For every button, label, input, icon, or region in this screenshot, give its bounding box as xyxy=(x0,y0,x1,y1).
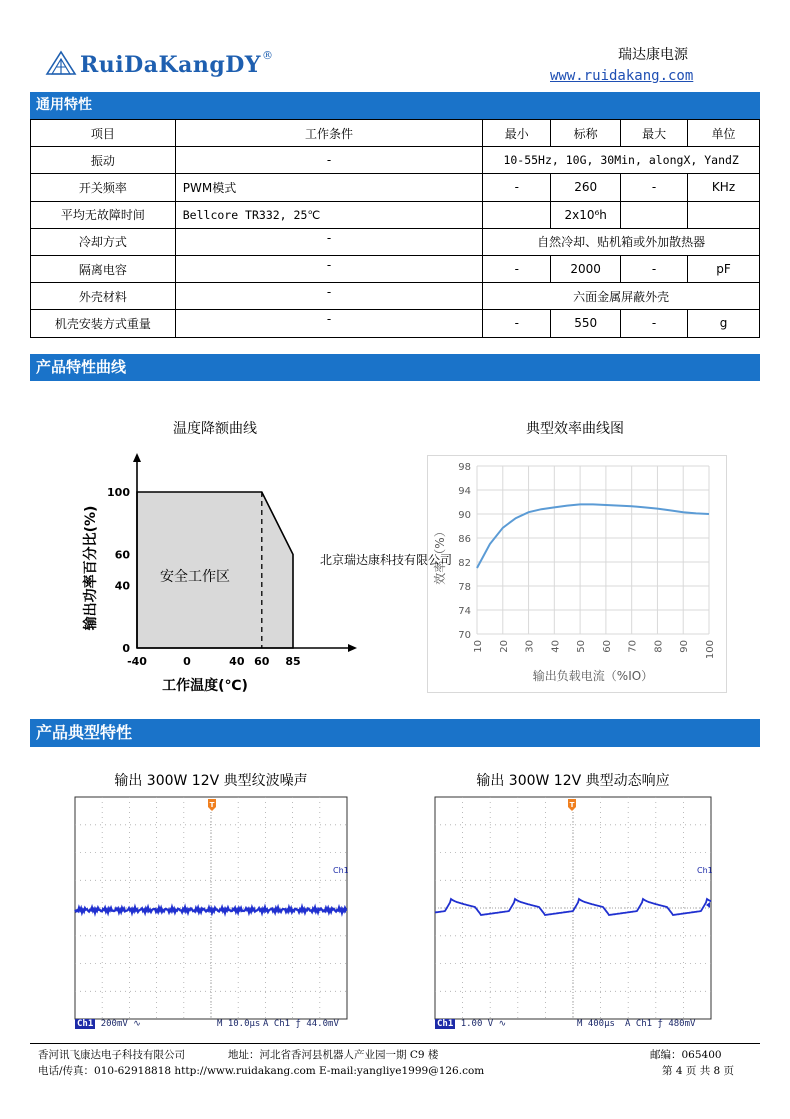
ripple-scope xyxy=(75,797,347,1031)
x-tick-label: 40 xyxy=(229,655,245,668)
table-row xyxy=(31,201,760,228)
x-tick-label: 90 xyxy=(679,640,691,653)
section-bar-typical xyxy=(30,719,760,747)
company-logo xyxy=(46,48,273,78)
ripple-waveform xyxy=(75,797,347,1019)
x-tick-label: 80 xyxy=(653,640,665,653)
cell-value: 六面金属屏蔽外壳 xyxy=(483,283,760,310)
ripple-trigger: A Ch1 ƒ 44.0mV xyxy=(263,1019,339,1029)
cell-item: 隔离电容 xyxy=(31,255,176,282)
mountain-logo-icon xyxy=(46,48,76,78)
cell-min: - xyxy=(483,174,551,201)
y-tick-label: 70 xyxy=(458,630,471,641)
cell-nominal: 550 xyxy=(551,310,621,337)
cell-value: 自然冷却、贴机箱或外加散热器 xyxy=(483,228,760,255)
x-tick-label: 30 xyxy=(524,640,536,653)
footer-divider xyxy=(30,1043,760,1044)
y-tick-label: 98 xyxy=(458,462,471,473)
channel-marker: Ch1 xyxy=(697,866,713,875)
x-tick-label: 100 xyxy=(705,640,716,660)
footer-address: 地址：河北省香河县机器人产业园一期 C9 楼 xyxy=(228,1049,439,1061)
x-tick-label: 60 xyxy=(254,655,270,668)
y-tick-label: 90 xyxy=(458,510,471,521)
y-axis-label: 输出功率百分比(%) xyxy=(83,505,99,631)
efficiency-chart xyxy=(427,455,727,693)
cell-max: - xyxy=(621,174,688,201)
header-cell-min: 最小 xyxy=(483,120,551,147)
table-row xyxy=(31,174,760,201)
section-title-general: 通用特性 xyxy=(36,97,92,113)
x-tick-label: 0 xyxy=(183,655,191,668)
cell-unit: pF xyxy=(688,255,760,282)
region-label: 安全工作区 xyxy=(160,569,230,585)
registered-mark: ® xyxy=(262,49,274,62)
header-cell-item: 项目 xyxy=(31,120,176,147)
header-cell-max: 最大 xyxy=(621,120,688,147)
y-tick-label: 82 xyxy=(458,558,471,569)
cell-item: 振动 xyxy=(31,147,176,174)
cell-nominal: 2x10⁶h xyxy=(551,201,621,228)
dynamic-volts-div: 1.00 V ∿ xyxy=(460,1019,507,1029)
header-cell-unit: 单位 xyxy=(688,120,760,147)
section-bar-curves xyxy=(30,354,760,381)
dynamic-title: 输出 300W 12V 典型动态响应 xyxy=(476,773,670,789)
ripple-channel-tag: Ch1 xyxy=(77,1019,94,1029)
cell-unit: g xyxy=(688,310,760,337)
trigger-marker-label: T xyxy=(569,801,575,809)
cell-item: 平均无故障时间 xyxy=(31,201,176,228)
cell-value: 10-55Hz, 10G, 30Min, alongX, YandZ xyxy=(483,147,760,174)
cell-max xyxy=(621,201,688,228)
cell-unit xyxy=(688,201,760,228)
header-cell-nominal: 标称 xyxy=(551,120,621,147)
footer-contact: 电话/传真：010-62918818 http://www.ruidakang.com E-mail:yangliye1999@126.com xyxy=(38,1065,485,1077)
y-tick-label: 100 xyxy=(107,486,130,499)
brand-name: 瑞达康电源 xyxy=(618,47,688,63)
table-header-row xyxy=(31,120,760,147)
section-title-curves: 产品特性曲线 xyxy=(36,358,127,376)
x-tick-label: 70 xyxy=(627,640,639,653)
website-link[interactable]: www.ruidakang.com xyxy=(550,68,694,84)
spec-table xyxy=(30,119,760,338)
cell-item: 外壳材料 xyxy=(31,283,176,310)
cell-nominal: 2000 xyxy=(551,255,621,282)
x-tick-label: 60 xyxy=(601,640,613,653)
cell-item: 开关频率 xyxy=(31,174,176,201)
y-tick-label: 94 xyxy=(458,486,471,497)
trigger-marker-label: T xyxy=(209,801,215,809)
cell-min: - xyxy=(483,310,551,337)
x-axis-label: 输出负载电流（%IO） xyxy=(532,669,654,683)
y-axis-label: 效率（%） xyxy=(433,525,447,585)
cell-item: 冷却方式 xyxy=(31,228,176,255)
cell-unit: KHz xyxy=(688,174,760,201)
cell-min xyxy=(483,201,551,228)
table-row xyxy=(31,255,760,282)
x-tick-label: 50 xyxy=(576,640,588,653)
ripple-volts-div: 200mV ∿ xyxy=(100,1019,141,1029)
x-tick-label: -40 xyxy=(127,655,147,668)
ripple-title: 输出 300W 12V 典型纹波噪声 xyxy=(114,773,308,789)
x-tick-label: 10 xyxy=(473,640,484,653)
cell-nominal: 260 xyxy=(551,174,621,201)
table-row xyxy=(31,147,760,174)
cell-condition: - xyxy=(175,283,483,310)
y-tick-label: 0 xyxy=(122,642,130,655)
channel-marker: Ch1 xyxy=(333,866,349,875)
table-row xyxy=(31,228,760,255)
company-watermark: 北京瑞达康科技有限公司 xyxy=(320,553,453,567)
cell-min: - xyxy=(483,255,551,282)
x-axis-arrow xyxy=(348,644,357,652)
x-axis-label: 工作温度(℃) xyxy=(162,678,248,694)
footer-company: 香河讯飞康达电子科技有限公司 xyxy=(38,1049,185,1061)
dynamic-waveform xyxy=(435,797,711,1019)
y-tick-label: 40 xyxy=(114,579,130,593)
cell-condition: - xyxy=(175,228,483,255)
derating-chart-title: 温度降额曲线 xyxy=(173,421,257,437)
cell-condition: - xyxy=(175,255,483,282)
dynamic-scope-footer xyxy=(435,1019,711,1031)
ripple-time-div: M 10.0µs xyxy=(217,1019,261,1029)
x-tick-label: 20 xyxy=(498,640,510,653)
efficiency-chart-frame xyxy=(428,456,727,693)
cell-condition: - xyxy=(175,310,483,337)
derating-chart xyxy=(70,448,370,698)
y-tick-label: 86 xyxy=(458,534,471,545)
cell-item: 机壳安装方式重量 xyxy=(31,310,176,337)
cell-condition: - xyxy=(175,147,483,174)
dynamic-time-div: M 400µs xyxy=(577,1019,615,1029)
dynamic-channel-tag: Ch1 xyxy=(437,1019,454,1029)
efficiency-chart-title: 典型效率曲线图 xyxy=(526,421,624,437)
footer-page-number: 第 4 页 共 8 页 xyxy=(662,1065,735,1077)
cell-max: - xyxy=(621,255,688,282)
y-tick-label: 60 xyxy=(114,548,130,562)
dynamic-scope xyxy=(435,797,711,1031)
cell-condition: Bellcore TR332, 25℃ xyxy=(175,201,483,228)
x-tick-label: 40 xyxy=(550,640,562,653)
cell-condition: PWM模式 xyxy=(175,174,483,201)
ripple-scope-footer xyxy=(75,1019,347,1031)
y-tick-label: 78 xyxy=(458,582,471,593)
table-row xyxy=(31,283,760,310)
x-tick-label: 85 xyxy=(285,655,301,668)
section-bar-general xyxy=(30,92,760,119)
table-row xyxy=(31,310,760,337)
footer-postcode: 邮编：065400 xyxy=(650,1049,722,1061)
y-tick-label: 74 xyxy=(458,606,471,617)
header-cell-condition: 工作条件 xyxy=(175,120,483,147)
logo-text: RuiDaKangDY xyxy=(80,52,262,78)
dynamic-trigger: A Ch1 ƒ 480mV xyxy=(625,1019,696,1029)
cell-max: - xyxy=(621,310,688,337)
section-title-typical: 产品典型特性 xyxy=(36,723,133,742)
y-axis-arrow xyxy=(133,453,141,462)
